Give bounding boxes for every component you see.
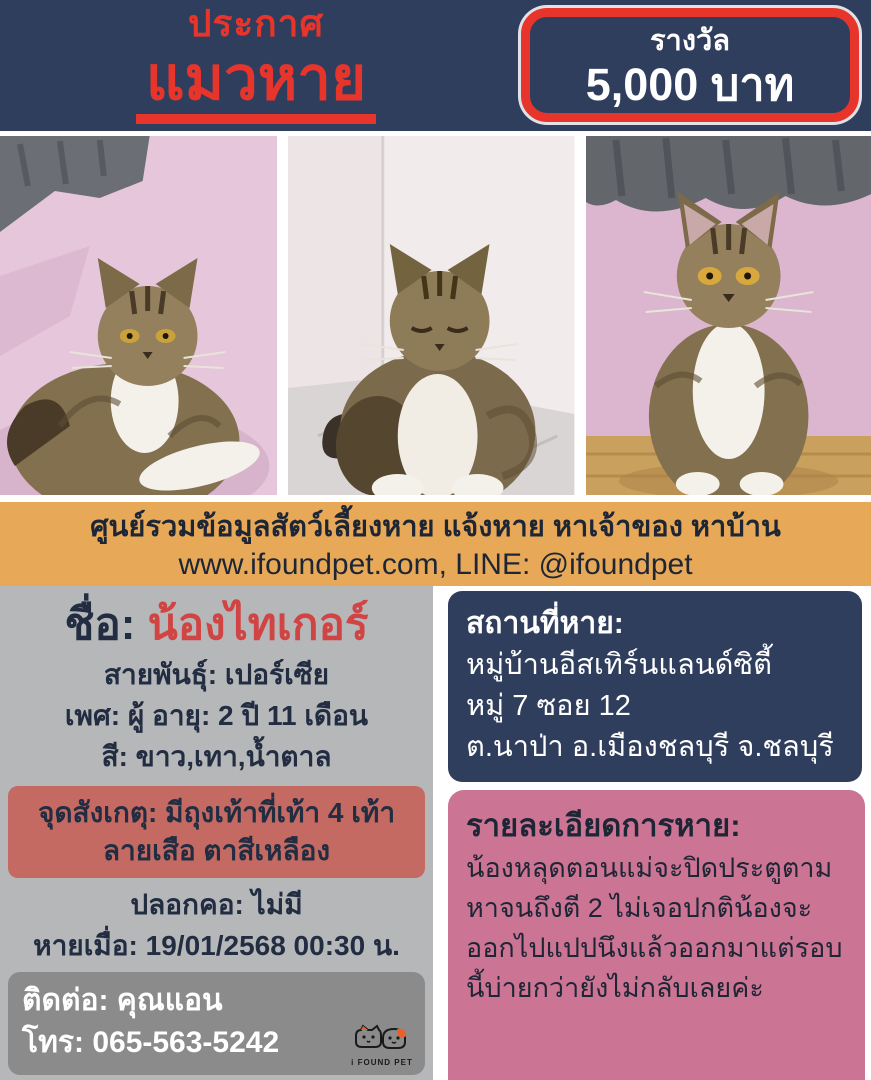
location-details-panel xyxy=(448,586,871,1080)
loss-details-heading: รายละเอียดการหาย: xyxy=(466,808,741,843)
ifoundpet-logo-text: i FOUND PET xyxy=(351,1058,413,1067)
pet-color: สี: ขาว,เทา,น้ำตาล xyxy=(101,741,332,772)
reward-amount: 5,000 บาท xyxy=(585,59,795,110)
title-block xyxy=(0,2,512,124)
contact-box xyxy=(8,972,425,1075)
info-banner xyxy=(0,502,871,586)
cat-face-icon xyxy=(356,1026,381,1047)
cat-photo-2 xyxy=(288,136,574,495)
reward-label: รางวัล xyxy=(649,25,731,57)
cat-photo-1 xyxy=(0,136,277,495)
location-village: หมู่บ้านอีสเทิร์นแลนด์ซิตี้ xyxy=(466,649,772,681)
pet-lost-date: หายเมื่อ: 19/01/2568 00:30 น. xyxy=(33,930,400,961)
loss-details-box xyxy=(448,790,865,1080)
pet-collar: ปลอกคอ: ไม่มี xyxy=(130,889,303,920)
pet-name-line xyxy=(0,596,433,654)
banner-website-line: www.ifoundpet.com, LINE: @ifoundpet xyxy=(178,548,693,581)
announcement-label: ประกาศ xyxy=(188,3,324,44)
poster-title: แมวหาย xyxy=(136,46,376,124)
location-box xyxy=(448,591,862,782)
pet-name-label: ชื่อ: xyxy=(64,600,136,649)
pet-name: น้องไทเกอร์ xyxy=(147,600,369,649)
loss-details-body: น้องหลุดตอนแม่จะปิดประตูตามหาจนถึงตี 2 ไม่เจอปกติน้องจะออกไปแปปนึงแล้วออกมาแต่รอบนี้บ่ายกว่ายังไม่กลับเลยค่ะ xyxy=(466,853,843,1003)
photo-strip xyxy=(0,131,871,497)
pet-breed: สายพันธุ์: เปอร์เซีย xyxy=(103,659,330,690)
contact-phone: โทร: 065-563-5242 xyxy=(22,1026,280,1059)
pet-features-box xyxy=(8,786,425,878)
location-heading: สถานที่หาย: xyxy=(466,607,624,640)
header xyxy=(0,0,871,131)
location-district: ต.นาป่า อ.เมืองชลบุรี จ.ชลบุรี xyxy=(466,731,834,763)
contact-person: ติดต่อ: คุณแอน xyxy=(22,984,223,1017)
banner-tagline: ศูนย์รวมข้อมูลสัตว์เลี้ยงหาย แจ้งหาย หาเจ้าของ หาบ้าน xyxy=(90,511,781,543)
pet-sex-age: เพศ: ผู้ อายุ: 2 ปี 11 เดือน xyxy=(64,700,369,731)
details-section xyxy=(0,586,871,1080)
dog-face-icon xyxy=(383,1029,406,1048)
pet-features-line2: ลายเสือ ตาสีเหลือง xyxy=(102,835,331,866)
pet-info-panel xyxy=(0,586,433,1080)
reward-box xyxy=(521,8,859,122)
ifoundpet-logo xyxy=(351,1024,413,1067)
cat-photo-3 xyxy=(586,136,871,495)
pet-features-line1: จุดสังเกตุ: มีถุงเท้าที่เท้า 4 เท้า xyxy=(37,797,396,828)
location-moo-soi: หมู่ 7 ซอย 12 xyxy=(466,690,631,722)
column-divider xyxy=(433,586,448,1080)
